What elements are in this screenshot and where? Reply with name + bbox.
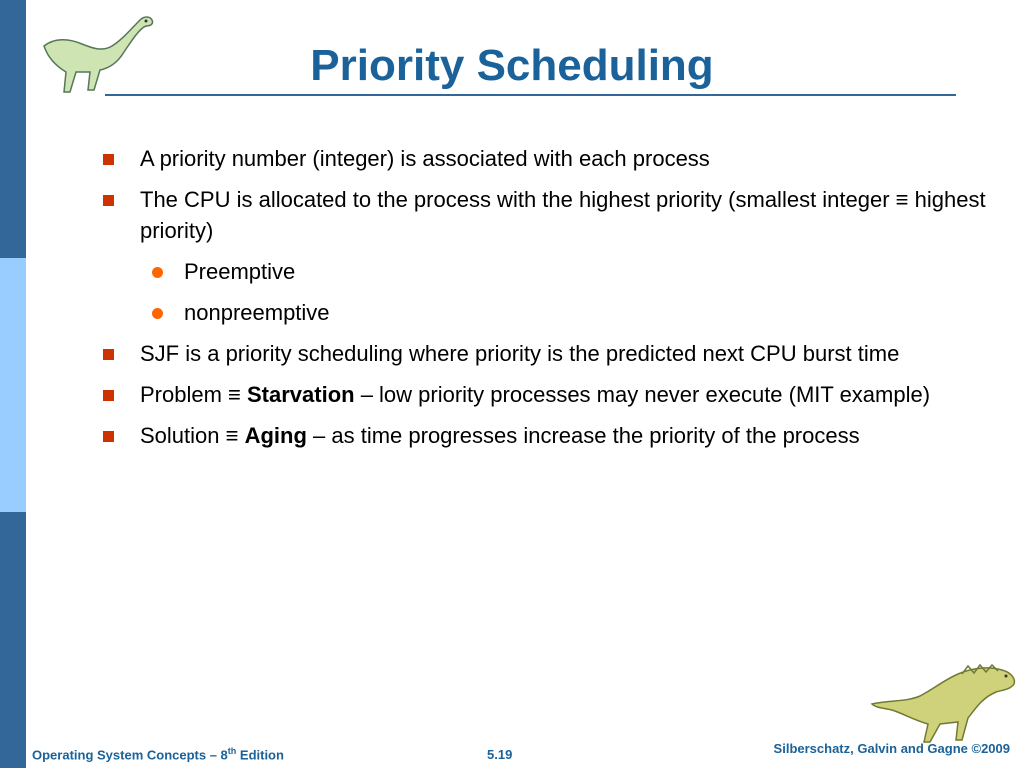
sub-bullet-preemptive: Preemptive [100, 256, 1005, 287]
sub-bullet-nonpreemptive: nonpreemptive [100, 297, 1005, 328]
title-divider [105, 94, 956, 96]
square-bullet-icon [103, 154, 114, 165]
footer-book-title: Operating System Concepts – 8th Edition [32, 745, 284, 762]
square-bullet-icon [103, 349, 114, 360]
footer-page-number: 5.19 [487, 747, 513, 762]
slide-content [100, 143, 1005, 461]
sidebar-top-block [0, 0, 26, 258]
bullet-problem-starvation: Problem ≡ Starvation – low priority processes may never execute (MIT example) [100, 379, 1005, 410]
term-starvation: Starvation [246, 382, 355, 407]
slide-title: Priority Scheduling [310, 41, 714, 90]
bullet-sjf: SJF is a priority scheduling where priority is the predicted next CPU burst time [100, 338, 1005, 369]
dinosaur-icon [870, 660, 1020, 748]
circle-bullet-icon [152, 267, 163, 278]
square-bullet-icon [103, 195, 114, 206]
bullet-cpu-allocated: The CPU is allocated to the process with the highest priority (smallest integer ≡ highest priority) [100, 184, 1005, 246]
square-bullet-icon [103, 431, 114, 442]
sidebar-middle-block [0, 258, 26, 512]
sidebar-bottom-block [0, 512, 26, 768]
bullet-priority-number: A priority number (integer) is associated with each process [100, 143, 1005, 174]
bullet-solution-aging: Solution ≡ Aging – as time progresses increase the priority of the process [100, 420, 1005, 451]
circle-bullet-icon [152, 308, 163, 319]
footer-copyright: Silberschatz, Galvin and Gagne ©2009 [773, 741, 1010, 756]
term-aging: Aging [244, 423, 307, 448]
square-bullet-icon [103, 390, 114, 401]
